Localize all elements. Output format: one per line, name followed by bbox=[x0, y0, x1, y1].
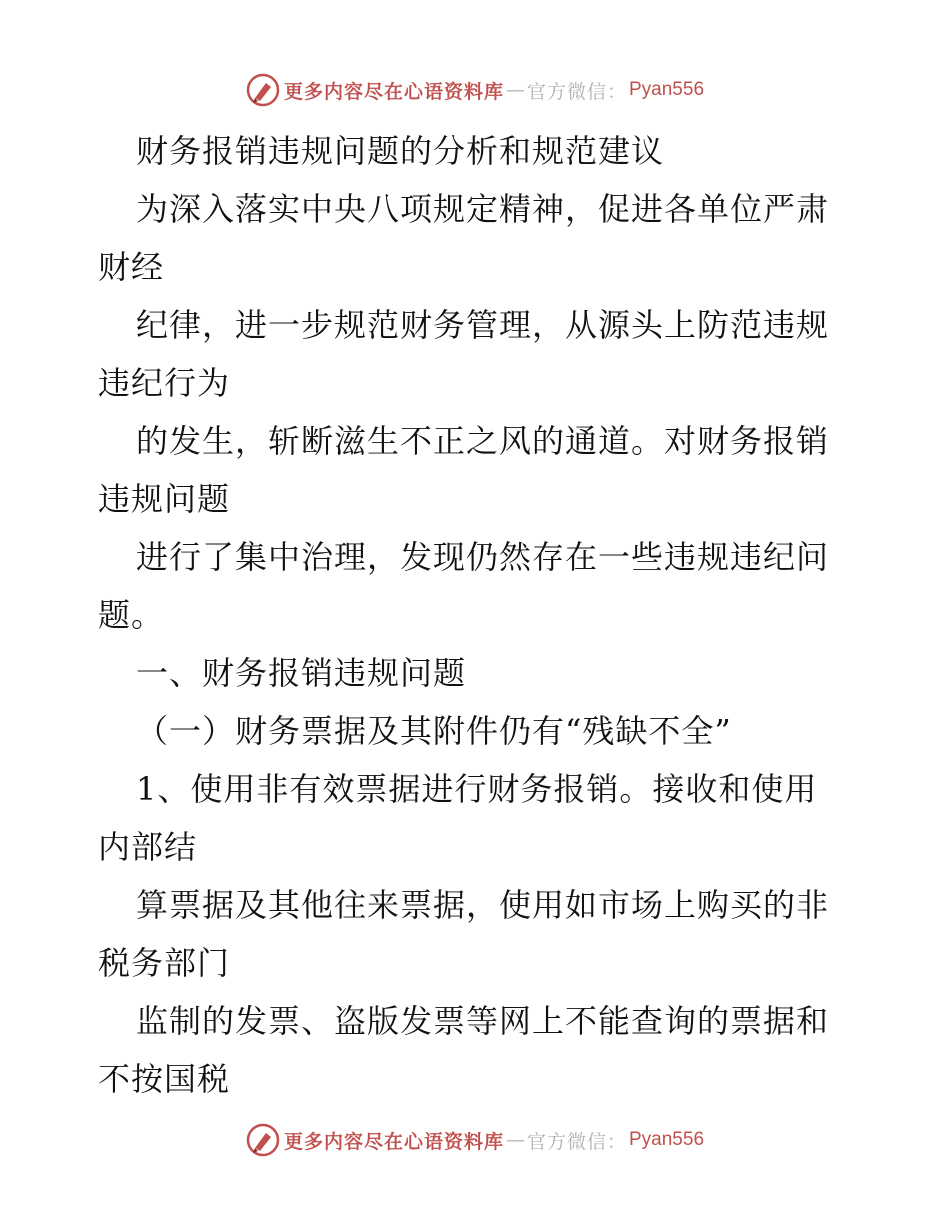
pen-logo-icon bbox=[246, 73, 280, 107]
text-line: 为深入落实中央八项规定精神，促进各单位严肃 bbox=[136, 190, 830, 228]
watermark-label: 官方微信： bbox=[526, 1130, 627, 1153]
watermark-label: 官方微信： bbox=[526, 80, 627, 103]
text-line: （一）财务票据及其附件仍有“残缺不全” bbox=[136, 712, 732, 750]
pen-logo-icon bbox=[246, 1123, 280, 1157]
text-line: 税务部门 bbox=[98, 944, 231, 982]
text-line: 财务报销违规问题的分析和规范建议 bbox=[136, 132, 665, 170]
text-line: 1、使用非有效票据进行财务报销。接收和使用 bbox=[136, 770, 818, 808]
watermark-site-text: 更多内容尽在心语资料库 bbox=[283, 80, 504, 103]
watermark-dash: — bbox=[505, 79, 525, 101]
watermark-footer bbox=[0, 1120, 950, 1160]
text-line: 算票据及其他往来票据，使用如市场上购买的非 bbox=[136, 886, 830, 924]
text-line: 进行了集中治理，发现仍然存在一些违规违纪问 bbox=[136, 538, 830, 576]
text-line: 违规问题 bbox=[98, 480, 231, 518]
document-body bbox=[98, 122, 858, 1108]
watermark-wechat-id: Pyan556 bbox=[629, 1129, 705, 1150]
text-line: 不按国税 bbox=[98, 1060, 231, 1098]
text-line: 题。 bbox=[98, 596, 165, 634]
watermark-wechat-id: Pyan556 bbox=[629, 79, 705, 100]
text-line: 纪律，进一步规范财务管理，从源头上防范违规 bbox=[136, 306, 830, 344]
text-line: 一、财务报销违规问题 bbox=[136, 654, 467, 692]
watermark-header bbox=[0, 70, 950, 110]
text-line: 监制的发票、盗版发票等网上不能查询的票据和 bbox=[136, 1002, 830, 1040]
watermark-dash: — bbox=[505, 1129, 525, 1151]
text-line: 财经 bbox=[98, 248, 165, 286]
watermark-site-text: 更多内容尽在心语资料库 bbox=[283, 1130, 504, 1153]
text-line: 内部结 bbox=[98, 828, 198, 866]
text-line: 的发生，斩断滋生不正之风的通道。对财务报销 bbox=[136, 422, 830, 460]
text-line: 违纪行为 bbox=[98, 364, 231, 402]
